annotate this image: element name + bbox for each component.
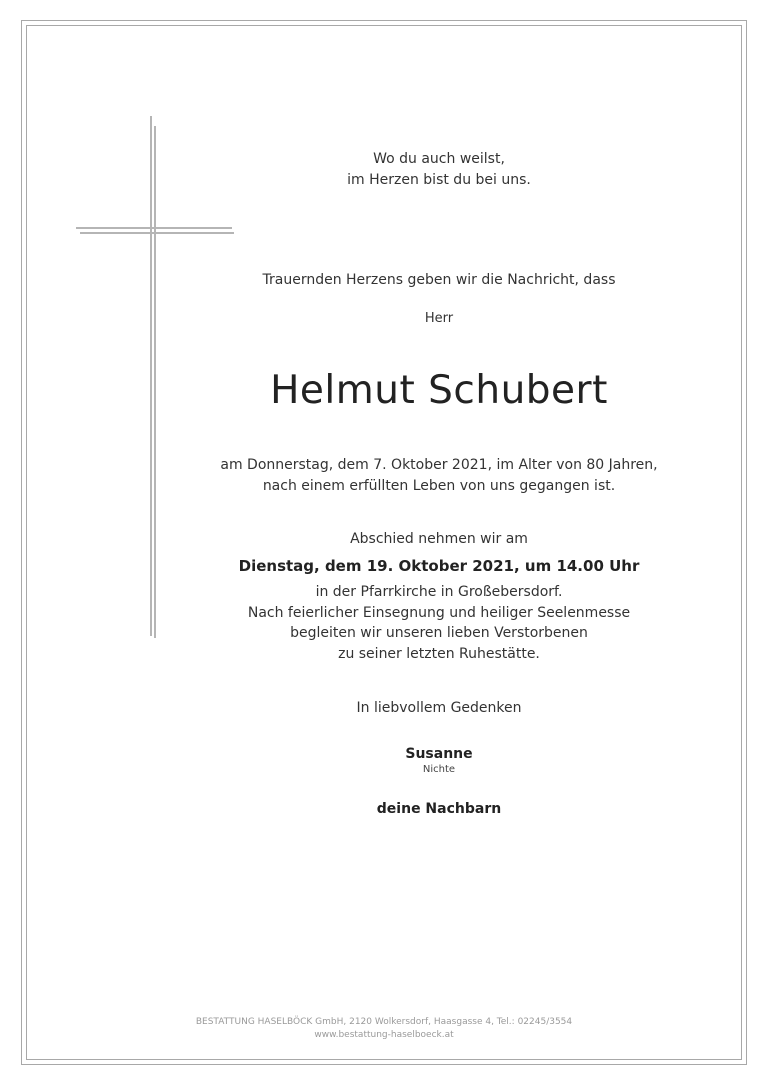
ceremony-line: begleiten wir unseren lieben Verstorbenen [290, 625, 588, 641]
farewell-date-time: Dienstag, dem 19. Oktober 2021, um 14.00 Uhr [238, 557, 640, 575]
farewell-intro: Abschied nehmen wir am [350, 531, 528, 547]
footer-company: BESTATTUNG HASELBÖCK GmbH, 2120 Wolkersdorf, Haasgasse 4, Tel.: 02245/3554 [195, 1017, 573, 1027]
ceremony-line: zu seiner letzten Ruhestätte. [338, 645, 540, 662]
motto-line: im Herzen bist du bei uns. [347, 172, 531, 188]
mourner-name: Susanne [405, 746, 473, 762]
death-notice [0, 455, 768, 497]
cross-horizontal-bar-shadow [80, 232, 234, 234]
closing-text: In liebvollem Gedenken [356, 700, 522, 716]
salutation: Herr [424, 311, 454, 326]
cross-horizontal-bar [76, 227, 232, 229]
death-notice-line: nach einem erfüllten Leben von uns gegangen ist. [262, 478, 616, 494]
death-notice-line: am Donnerstag, dem 7. Oktober 2021, im Alter von 80 Jahren, [220, 457, 658, 473]
motto [0, 149, 768, 191]
mourner-relation: Nichte [422, 764, 456, 775]
ceremony-details [0, 582, 768, 664]
deceased-name: Helmut Schubert [270, 368, 608, 413]
mourner-name: deine Nachbarn [376, 801, 502, 817]
intro-text: Trauernden Herzens geben wir die Nachricht, dass [262, 272, 616, 288]
ceremony-line: Nach feierlicher Einsegnung und heiliger Seelenmesse [247, 604, 631, 621]
footer-website: www.bestattung-haselboeck.at [314, 1030, 454, 1040]
footer [0, 1016, 768, 1042]
ceremony-line: in der Pfarrkirche in Großebersdorf. [315, 584, 563, 600]
motto-line: Wo du auch weilst, [373, 151, 505, 167]
